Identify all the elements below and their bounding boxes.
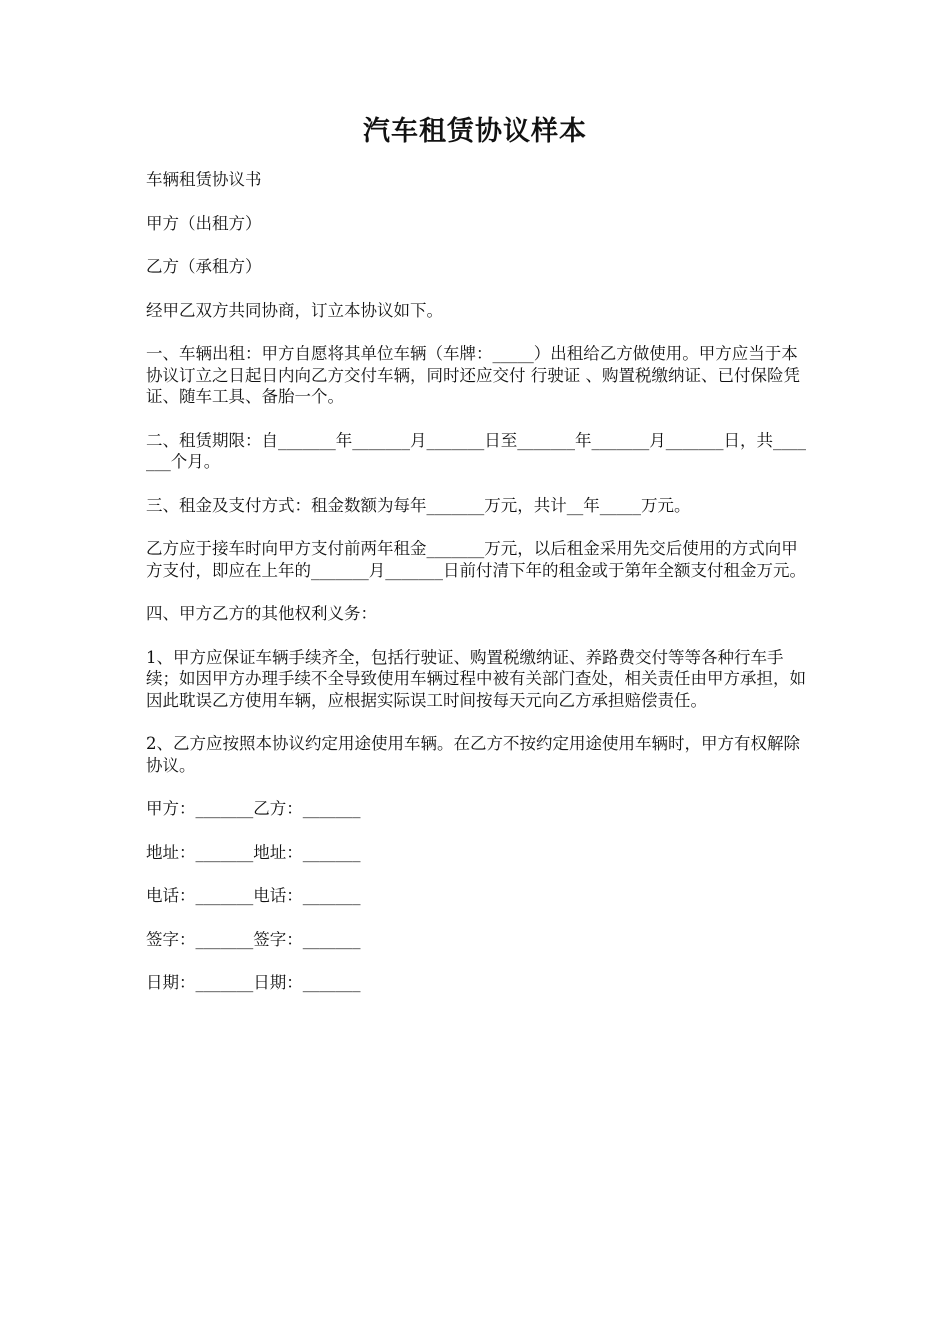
signature-party-line: 甲方：_______乙方：_______ bbox=[146, 799, 361, 818]
agreement-subtitle: 车辆租赁协议书 bbox=[146, 170, 262, 189]
clause-lease-term: 二、租赁期限：自_______年_______月_______日至_______年_______月_______日，共_______个月。 bbox=[146, 430, 806, 471]
signature-phone-line: 电话：_______电话：_______ bbox=[146, 886, 361, 905]
party-b-line: 乙方（承租方） bbox=[146, 257, 262, 276]
document-body bbox=[146, 169, 808, 1016]
intro-paragraph: 经甲乙双方共同协商，订立本协议如下。 bbox=[146, 300, 443, 320]
clause-rent-payment: 三、租金及支付方式：租金数额为每年_______万元，共计__年_____万元。 bbox=[146, 495, 691, 515]
obligation-item-2: 2、乙方应按照本协议约定用途使用车辆。在乙方不按约定用途使用车辆时，甲方有权解除协议。 bbox=[146, 734, 800, 775]
clause-vehicle-rental: 一、车辆出租：甲方自愿将其单位车辆（车牌：_____）出租给乙方做使用。甲方应当于本协议订立之日起日内向乙方交付车辆，同时还应交付 行驶证 、购置税缴纳证、已付保险凭证、随车工具、备胎一个。 bbox=[146, 344, 800, 406]
obligation-item-1: 1、甲方应保证车辆手续齐全，包括行驶证、购置税缴纳证、养路费交付等等各种行车手续；如因甲方办理手续不全导致使用车辆过程中被有关部门查处，相关责任由甲方承担，如因此耽误乙方使用车辆，应根据实际误工时间按每天元向乙方承担赔偿责任。 bbox=[146, 647, 806, 710]
clause-rights-obligations: 四、甲方乙方的其他权利义务： bbox=[146, 604, 377, 623]
signature-date-line: 日期：_______日期：_______ bbox=[146, 973, 361, 992]
rent-payment-details: 乙方应于接车时向甲方支付前两年租金_______万元，以后租金采用先交后使用的方式向甲方支付，即应在上年的_______月_______日前付清下年的租金或于第年全额支付租金万元。 bbox=[146, 539, 806, 580]
document-title: 汽车租赁协议样本 bbox=[363, 116, 587, 147]
signature-address-line: 地址：_______地址：_______ bbox=[146, 842, 361, 862]
signature-sign-line: 签字：_______签字：_______ bbox=[146, 929, 361, 949]
party-a-line: 甲方（出租方） bbox=[146, 213, 262, 233]
